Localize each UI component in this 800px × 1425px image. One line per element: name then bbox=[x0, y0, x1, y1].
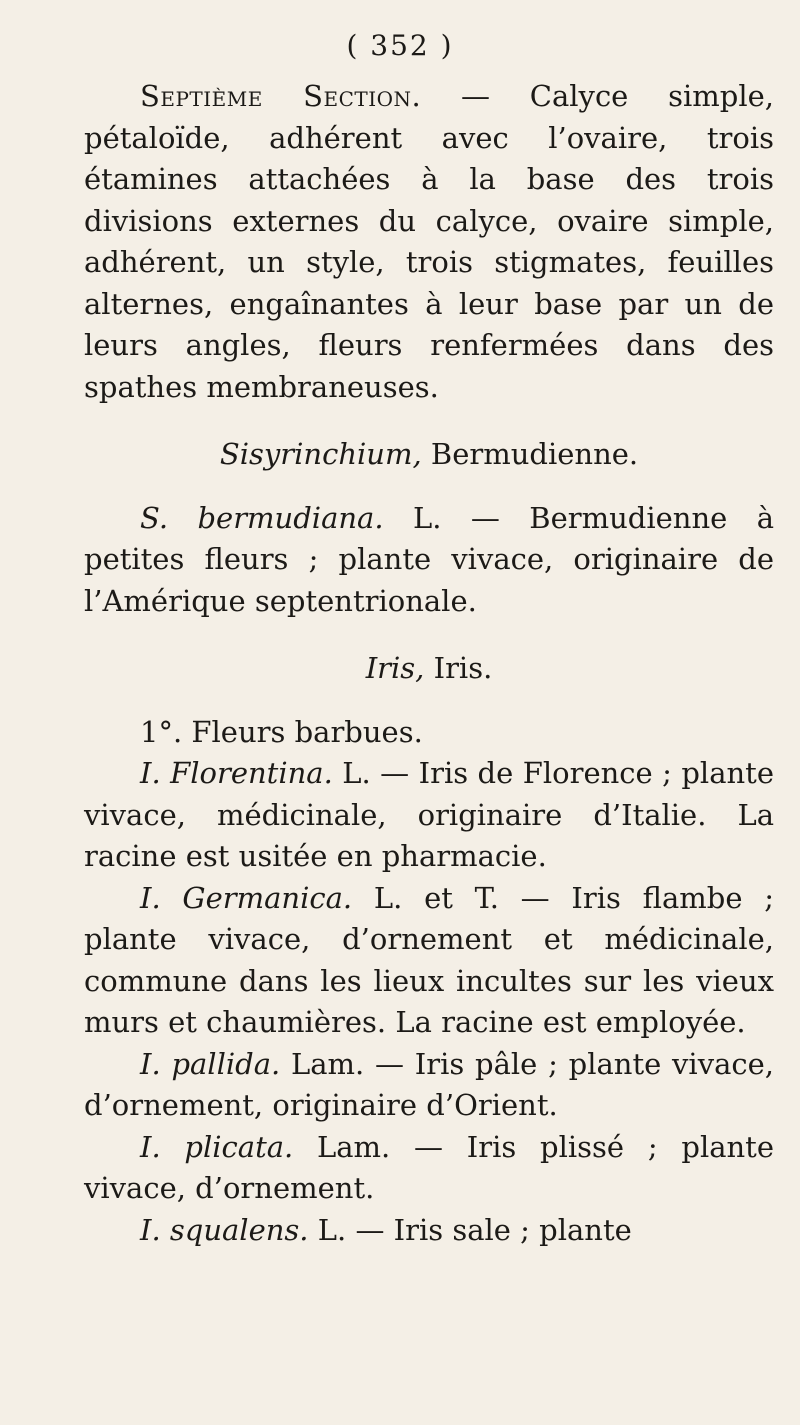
species-entry-squalens bbox=[84, 1210, 774, 1252]
genus-latin: Iris, bbox=[365, 651, 425, 685]
section-text: — Calyce simple, pétaloïde, adhérent avec l’ovaire, trois étamines attachées à la base des trois divisions externes du calyce, ovaire simple, adhérent, un style, trois stigmates, feuilles alternes, engaînantes à leur base par un de leurs angles, fleurs renfermées dans des spathes membraneuses. bbox=[84, 79, 774, 404]
genus-latin: Sisyrinchium, bbox=[219, 437, 422, 471]
species-text: L. et T. — Iris flambe ; plante vivace, d’ornement et médicinale, commune dans les lieux incultes sur les vieux murs et chaumières. La racine est employée. bbox=[84, 880, 774, 1039]
species-latin: I. squalens. bbox=[140, 1212, 309, 1247]
species-latin: I. plicata. bbox=[140, 1129, 294, 1164]
page-body bbox=[84, 76, 774, 1251]
genus-french: Iris. bbox=[424, 651, 493, 685]
page-number: ( 352 ) bbox=[346, 29, 454, 62]
species-latin: S. bermudiana. bbox=[140, 500, 384, 535]
species-text: Lam. — Iris plissé ; plante vivace, d’ornement. bbox=[84, 1129, 775, 1205]
species-text: L. — Iris de Florence ; plante vivace, médicinale, originaire d’Italie. La racine est usitée en pharmacie. bbox=[84, 756, 774, 873]
section-paragraph bbox=[84, 76, 774, 408]
section-heading: Septième Section. bbox=[140, 79, 422, 113]
species-latin: I. Florentina. bbox=[140, 756, 333, 790]
genus-heading-iris bbox=[84, 648, 774, 690]
species-entry-plicata bbox=[84, 1127, 774, 1210]
species-text: L. — Bermudienne à petites fleurs ; plante vivace, originaire de l’Amérique septentrionale. bbox=[84, 500, 774, 618]
species-entry-florentina bbox=[84, 753, 774, 878]
genus-french: Bermudienne. bbox=[421, 437, 639, 471]
subheading-fleurs-barbues: 1°. Fleurs barbues. bbox=[140, 714, 423, 749]
species-text: L. — Iris sale ; plante bbox=[308, 1212, 632, 1247]
species-latin: I. Germanica. bbox=[140, 880, 353, 915]
species-entry-germanica bbox=[84, 878, 774, 1044]
species-entry-bermudiana bbox=[84, 498, 774, 623]
species-text: Lam. — Iris pâle ; plante vivace, d’ornement, originaire d’Orient. bbox=[84, 1046, 774, 1122]
species-entry-pallida bbox=[84, 1044, 774, 1127]
genus-heading-sisyrinchium bbox=[84, 434, 774, 476]
species-latin: I. pallida. bbox=[140, 1046, 281, 1081]
